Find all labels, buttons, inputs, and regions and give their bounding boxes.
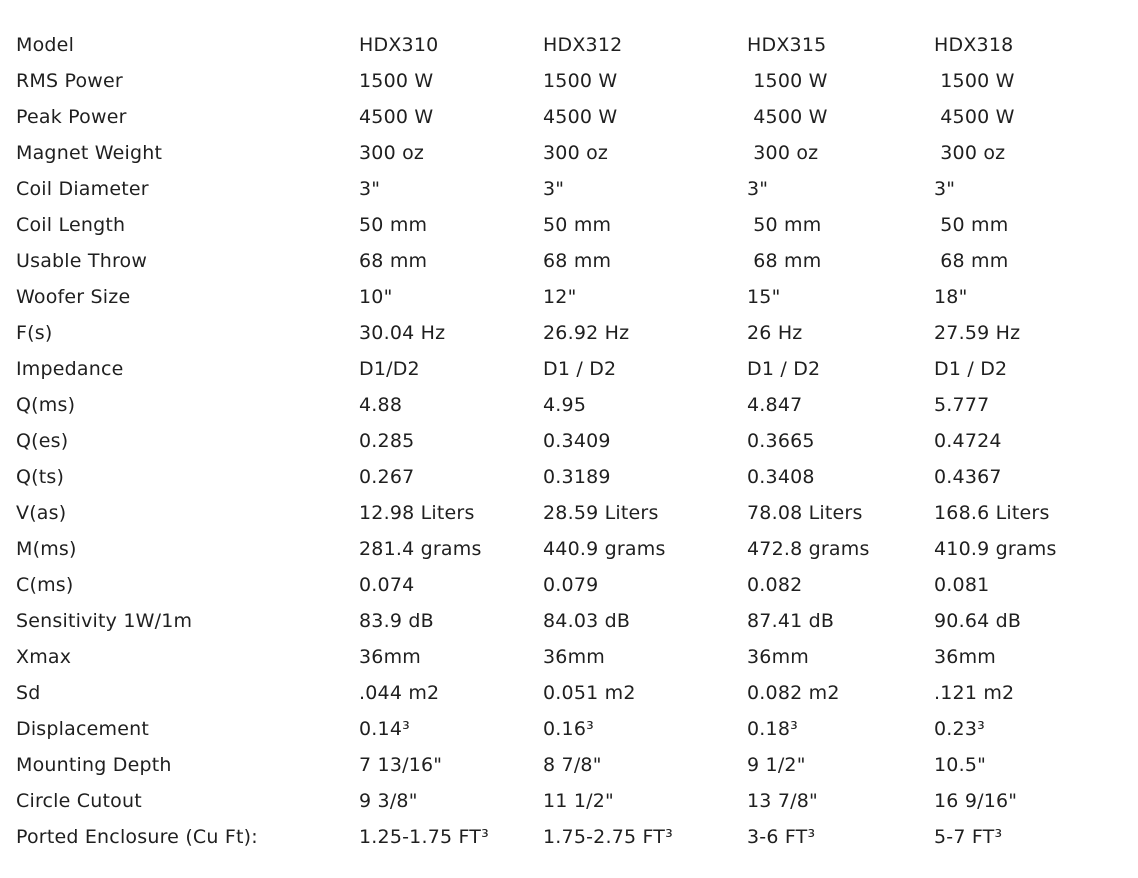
spec-row [16,639,1114,675]
spec-value: 0.082 m2 [747,682,840,704]
spec-value: 0.4367 [934,466,1002,488]
spec-value: 5.777 [934,394,990,416]
spec-label: Xmax [16,646,72,668]
spec-value: 27.59 Hz [934,322,1021,344]
spec-value: 0.3189 [543,466,611,488]
spec-value: 18" [934,286,968,308]
spec-value: 68 mm [934,250,1009,272]
spec-value: 9 3/8" [359,790,418,812]
spec-label: Mounting Depth [16,754,172,776]
spec-label: Magnet Weight [16,142,163,164]
spec-value: 4.847 [747,394,803,416]
spec-table [16,27,1114,855]
spec-value: 0.3408 [747,466,815,488]
spec-value: 13 7/8" [747,790,818,812]
spec-row [16,27,1114,63]
spec-value: 440.9 grams [543,538,666,560]
spec-row [16,819,1114,855]
spec-value: 4500 W [543,106,618,128]
spec-value: 83.9 dB [359,610,434,632]
spec-value: 26.92 Hz [543,322,630,344]
spec-row [16,351,1114,387]
spec-label: Sensitivity 1W/1m [16,610,193,632]
spec-value: 36mm [934,646,996,668]
spec-value: 472.8 grams [747,538,870,560]
spec-value: 12" [543,286,577,308]
spec-table-body [16,27,1114,855]
spec-row [16,387,1114,423]
spec-value: 3" [543,178,565,200]
spec-value: 300 oz [934,142,1006,164]
spec-value: 0.3409 [543,430,611,452]
spec-value: 0.082 [747,574,803,596]
spec-value: 168.6 Liters [934,502,1050,524]
spec-label: M(ms) [16,538,77,560]
spec-value: 8 7/8" [543,754,602,776]
spec-label: Displacement [16,718,150,740]
spec-value: 68 mm [747,250,822,272]
spec-value: 12.98 Liters [359,502,475,524]
spec-label: Circle Cutout [16,790,142,812]
spec-value: 1500 W [543,70,618,92]
spec-value: D1 / D2 [543,358,617,380]
spec-label: Sd [16,682,41,704]
spec-value: 36mm [747,646,809,668]
spec-value: 0.4724 [934,430,1002,452]
spec-value: 36mm [543,646,605,668]
spec-value: D1/D2 [359,358,420,380]
spec-label: Ported Enclosure (Cu Ft): [16,826,258,848]
spec-value: 28.59 Liters [543,502,659,524]
spec-label: Model [16,34,75,56]
spec-value: 0.267 [359,466,415,488]
spec-label: Usable Throw [16,250,148,272]
spec-value: 90.64 dB [934,610,1022,632]
spec-row [16,747,1114,783]
spec-value: HDX318 [934,34,1014,56]
spec-value: 84.03 dB [543,610,631,632]
spec-value: 410.9 grams [934,538,1057,560]
spec-label: Peak Power [16,106,127,128]
spec-value: 87.41 dB [747,610,835,632]
spec-row [16,567,1114,603]
spec-row [16,279,1114,315]
spec-value: 36mm [359,646,421,668]
spec-value: 3" [934,178,956,200]
spec-row [16,711,1114,747]
spec-value: 4.88 [359,394,403,416]
spec-value: 0.3665 [747,430,815,452]
spec-value: HDX315 [747,34,827,56]
spec-row [16,603,1114,639]
spec-value: 0.285 [359,430,415,452]
spec-value: 26 Hz [747,322,803,344]
spec-value: 30.04 Hz [359,322,446,344]
spec-value: 10.5" [934,754,987,776]
spec-value: 16 9/16" [934,790,1018,812]
spec-row [16,459,1114,495]
spec-value: 50 mm [543,214,612,236]
spec-label: Q(es) [16,430,69,452]
spec-value: 0.18³ [747,718,798,740]
spec-value: 1500 W [934,70,1015,92]
spec-value: 1500 W [747,70,828,92]
spec-label: Coil Diameter [16,178,149,200]
spec-value: 0.23³ [934,718,985,740]
spec-value: 9 1/2" [747,754,806,776]
spec-value: 300 oz [747,142,819,164]
spec-row [16,531,1114,567]
spec-label: C(ms) [16,574,74,596]
spec-value: 4500 W [747,106,828,128]
spec-row [16,495,1114,531]
spec-row [16,135,1114,171]
spec-value: 4500 W [359,106,434,128]
spec-value: 15" [747,286,781,308]
spec-row [16,207,1114,243]
spec-value: .121 m2 [934,682,1015,704]
spec-value: 5-7 FT³ [934,826,1003,848]
spec-row [16,423,1114,459]
spec-value: D1 / D2 [747,358,821,380]
spec-row [16,243,1114,279]
spec-label: Woofer Size [16,286,131,308]
spec-value: 3" [747,178,769,200]
spec-value: 300 oz [543,142,609,164]
spec-value: 50 mm [934,214,1009,236]
spec-value: 1.25-1.75 FT³ [359,826,489,848]
spec-value: 68 mm [359,250,428,272]
spec-value: 50 mm [747,214,822,236]
spec-value: 4.95 [543,394,587,416]
spec-label: Q(ts) [16,466,65,488]
spec-value: .044 m2 [359,682,440,704]
spec-value: 1.75-2.75 FT³ [543,826,673,848]
spec-row [16,675,1114,711]
spec-label: V(as) [16,502,67,524]
spec-value: 10" [359,286,393,308]
spec-row [16,171,1114,207]
spec-value: 68 mm [543,250,612,272]
spec-value: 0.081 [934,574,990,596]
spec-value: 0.079 [543,574,599,596]
spec-value: 281.4 grams [359,538,482,560]
spec-row [16,783,1114,819]
spec-value: D1 / D2 [934,358,1008,380]
spec-value: 0.14³ [359,718,410,740]
spec-value: 50 mm [359,214,428,236]
spec-label: Q(ms) [16,394,76,416]
spec-value: 0.074 [359,574,415,596]
spec-value: 11 1/2" [543,790,614,812]
spec-label: Impedance [16,358,124,380]
spec-label: RMS Power [16,70,123,92]
spec-value: 300 oz [359,142,425,164]
spec-value: 3" [359,178,381,200]
spec-value: 0.051 m2 [543,682,636,704]
spec-value: 1500 W [359,70,434,92]
spec-value: 78.08 Liters [747,502,863,524]
spec-label: Coil Length [16,214,126,236]
spec-row [16,315,1114,351]
spec-row [16,99,1114,135]
spec-label: F(s) [16,322,53,344]
spec-value: 0.16³ [543,718,594,740]
spec-value: 4500 W [934,106,1015,128]
spec-value: 7 13/16" [359,754,443,776]
spec-value: HDX312 [543,34,623,56]
spec-value: HDX310 [359,34,439,56]
spec-row [16,63,1114,99]
spec-value: 3-6 FT³ [747,826,816,848]
